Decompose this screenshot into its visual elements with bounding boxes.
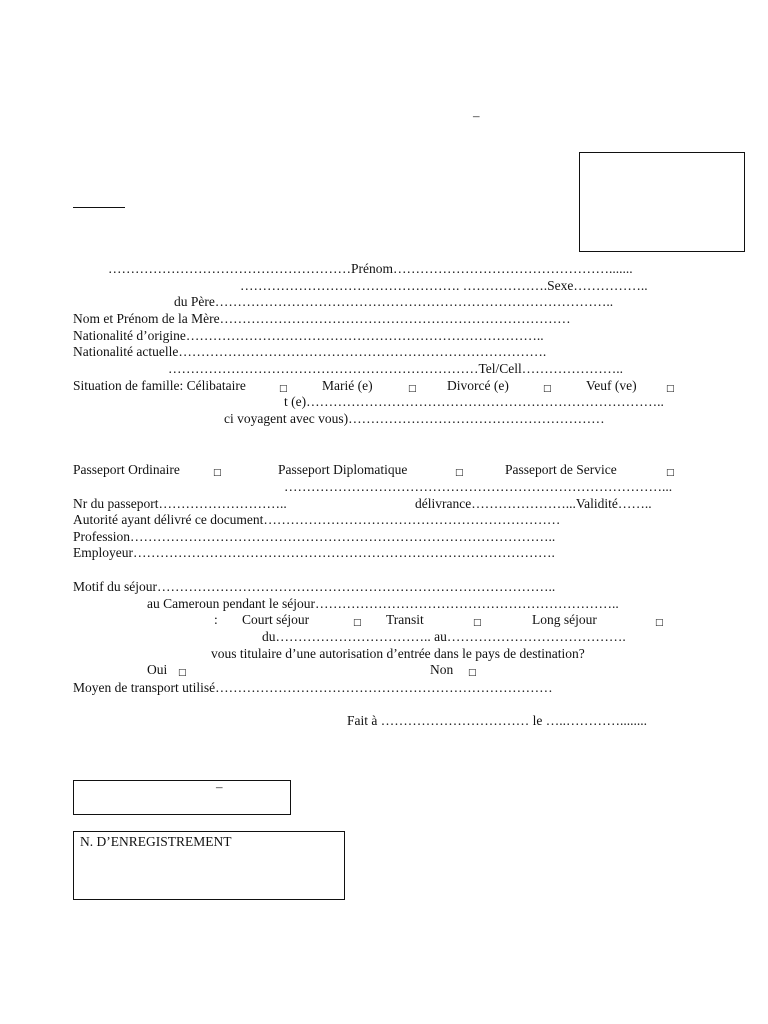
title-underline xyxy=(73,207,125,208)
line-companions[interactable]: ci voyagent avec vous)………………………………………………… xyxy=(224,411,605,426)
checkbox-stay-long[interactable]: □ xyxy=(655,618,664,628)
line-cameroon-address[interactable]: au Cameroun pendant le séjour………………………………………………………….. xyxy=(147,596,619,611)
entry-authorization-question: vous titulaire d’une autorisation d’entrée dans le pays de destination? xyxy=(211,646,585,661)
checkbox-widow[interactable]: □ xyxy=(666,384,675,394)
registration-label: N. D’ENREGISTREMENT xyxy=(80,834,232,849)
footer-box-1 xyxy=(73,780,291,815)
line-stay-reason[interactable]: Motif du séjour…………………………………………………………………………….. xyxy=(73,579,556,594)
marital-widow-label: Veuf (ve) xyxy=(586,378,637,393)
checkbox-married[interactable]: □ xyxy=(408,384,417,394)
checkbox-divorced[interactable]: □ xyxy=(543,384,552,394)
line-passport-number[interactable]: Nr du passeport……………………….. xyxy=(73,496,287,511)
stay-type-colon: : xyxy=(214,612,218,627)
checkbox-stay-transit[interactable]: □ xyxy=(473,618,482,628)
line-stay-dates[interactable]: du…………………………….. au…………………………………. xyxy=(262,629,626,644)
answer-yes-label: Oui xyxy=(147,662,168,677)
marital-married-label: Marié (e) xyxy=(322,378,373,393)
line-employer[interactable]: Employeur…………………………………………………………………………………. xyxy=(73,545,555,560)
registration-box xyxy=(73,831,345,900)
stay-long-label: Long séjour xyxy=(532,612,597,627)
line-spouse[interactable]: t (e)…………………………………………………………………….. xyxy=(284,394,664,409)
line-issuing-authority[interactable]: Autorité ayant délivré ce document………………………………………………………… xyxy=(73,512,561,527)
photo-box xyxy=(579,152,745,252)
line-mother[interactable]: Nom et Prénom de la Mère…………………………………………………………………… xyxy=(73,311,571,326)
line-nationality-current[interactable]: Nationalité actuelle………………………………………………………………………. xyxy=(73,344,547,359)
checkbox-stay-short[interactable]: □ xyxy=(353,618,362,628)
stay-transit-label: Transit xyxy=(386,612,424,627)
passport-ordinary-label: Passeport Ordinaire xyxy=(73,462,180,477)
line-passport-validity[interactable]: délivrance…………………...Validité…….. xyxy=(415,496,652,511)
passport-service-label: Passeport de Service xyxy=(505,462,617,477)
header-dash: – xyxy=(473,108,480,123)
line-transport[interactable]: Moyen de transport utilisé………………………………………………………………… xyxy=(73,680,553,695)
line-place-date[interactable]: Fait à …………………………… le …..…………........ xyxy=(347,713,647,728)
checkbox-single[interactable]: □ xyxy=(279,384,288,394)
checkbox-passport-ordinary[interactable]: □ xyxy=(213,468,222,478)
checkbox-passport-diplomatic[interactable]: □ xyxy=(455,468,464,478)
line-name-prenom[interactable]: ………………………………………………Prénom…………………………………………....... xyxy=(108,261,633,276)
line-profession[interactable]: Profession………………………………………………………………………………….. xyxy=(73,529,556,544)
line-passport-extra[interactable]: …………………………………………………………………………... xyxy=(284,479,673,494)
line-telcell[interactable]: ……………………………………………………………Tel/Cell………………….. xyxy=(168,361,624,376)
stay-short-label: Court séjour xyxy=(242,612,310,627)
footer-box-dash: – xyxy=(216,779,223,794)
line-sexe[interactable]: …………………………………………. ……………….Sexe…………….. xyxy=(240,278,648,293)
checkbox-no[interactable]: □ xyxy=(468,668,477,678)
line-nationality-origin[interactable]: Nationalité d’origine…………………………………………………………………….. xyxy=(73,328,544,343)
answer-no-label: Non xyxy=(430,662,454,677)
marital-status-label: Situation de famille: Célibataire xyxy=(73,378,246,393)
checkbox-passport-service[interactable]: □ xyxy=(666,468,675,478)
line-father[interactable]: du Père…………………………………………………………………………….. xyxy=(174,294,614,309)
checkbox-yes[interactable]: □ xyxy=(178,668,187,678)
marital-divorced-label: Divorcé (e) xyxy=(447,378,509,393)
passport-diplomatic-label: Passeport Diplomatique xyxy=(278,462,408,477)
